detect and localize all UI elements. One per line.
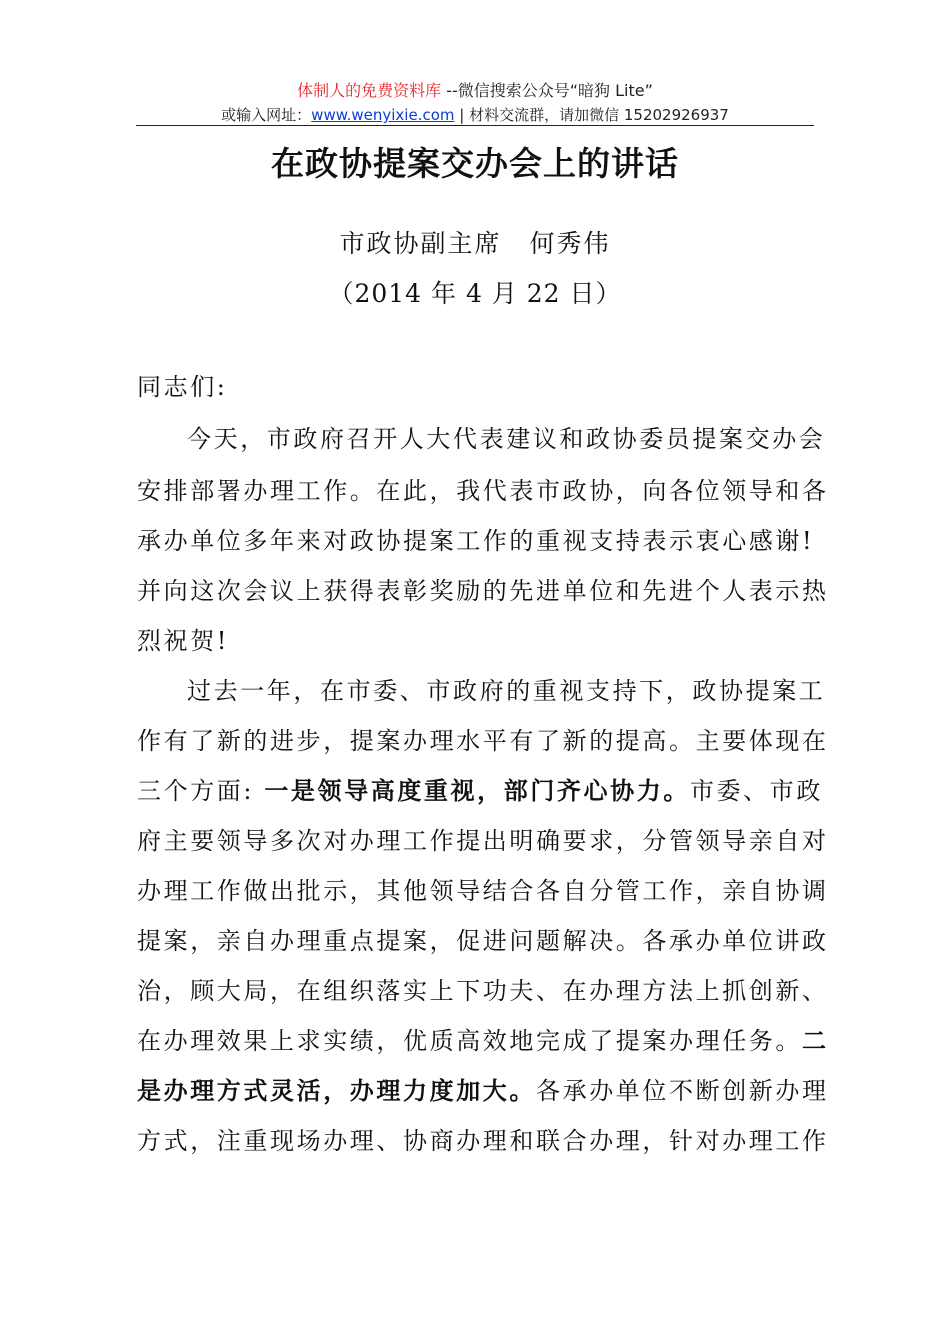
- header-contact: | 材料交流群，请加微信 15202926937: [454, 106, 729, 124]
- body-line: 作有了新的进步，提案办理水平有了新的提高。主要体现在: [137, 727, 829, 755]
- header-url-prefix: 或输入网址：: [221, 106, 312, 124]
- header-url-link[interactable]: www.wenyixie.com: [311, 106, 455, 124]
- body-line: 治，顾大局，在组织落实上下功夫、在办理方法上抓创新、: [137, 977, 829, 1005]
- body-line: 办理工作做出批示，其他领导结合各自分管工作，亲自协调: [137, 877, 829, 905]
- body-text: 市委、市政: [689, 777, 823, 805]
- author-line: [0, 224, 950, 260]
- body-line: 今天，市政府召开人大代表建议和政协委员提案交办会: [187, 425, 826, 453]
- body-text: 在办理效果上求实绩，优质高效地完成了提案办理任务。: [137, 1027, 802, 1055]
- body-text: 各承办单位不断创新办理: [536, 1077, 829, 1105]
- salutation: 同志们:: [137, 373, 228, 401]
- body-line: [137, 1026, 829, 1056]
- body-line: 府主要领导多次对办理工作提出明确要求，分管领导亲自对: [137, 827, 829, 855]
- header-line-2: [0, 104, 950, 125]
- body-line: [137, 1076, 829, 1106]
- body-line: 承办单位多年来对政协提案工作的重视支持表示衷心感谢!: [137, 527, 815, 555]
- document-date: （2014 年 4 月 22 日）: [328, 279, 622, 308]
- document-title: 在政协提案交办会上的讲话: [271, 144, 679, 183]
- body-line: 安排部署办理工作。在此，我代表市政协，向各位领导和各: [137, 477, 829, 505]
- author-name: 何秀伟: [529, 229, 611, 258]
- header-divider: [136, 125, 814, 126]
- emphasis-point-2: 是办理方式灵活，办理力度加大。: [137, 1076, 536, 1105]
- header-brand: 体制人的免费资料库: [297, 81, 442, 100]
- body-text: 三个方面:: [137, 777, 265, 805]
- header-tagline: --微信搜索公众号“暗狗 Lite”: [441, 81, 653, 100]
- body-line: 并向这次会议上获得表彰奖励的先进单位和先进个人表示热: [137, 577, 829, 605]
- author-role: 市政协副主席: [339, 229, 502, 258]
- body-line: 烈祝贺!: [137, 627, 230, 655]
- body-line: [137, 776, 823, 806]
- body-line: 提案，亲自办理重点提案，促进问题解决。各承办单位讲政: [137, 927, 829, 955]
- emphasis-point-1: 一是领导高度重视，部门齐心协力。: [264, 776, 690, 805]
- header-line-1: [0, 78, 950, 101]
- emphasis-point-2-start: 二: [802, 1026, 829, 1055]
- body-line: 方式，注重现场办理、协商办理和联合办理，针对办理工作: [137, 1127, 829, 1155]
- body-line: 过去一年，在市委、市政府的重视支持下，政协提案工: [187, 677, 826, 705]
